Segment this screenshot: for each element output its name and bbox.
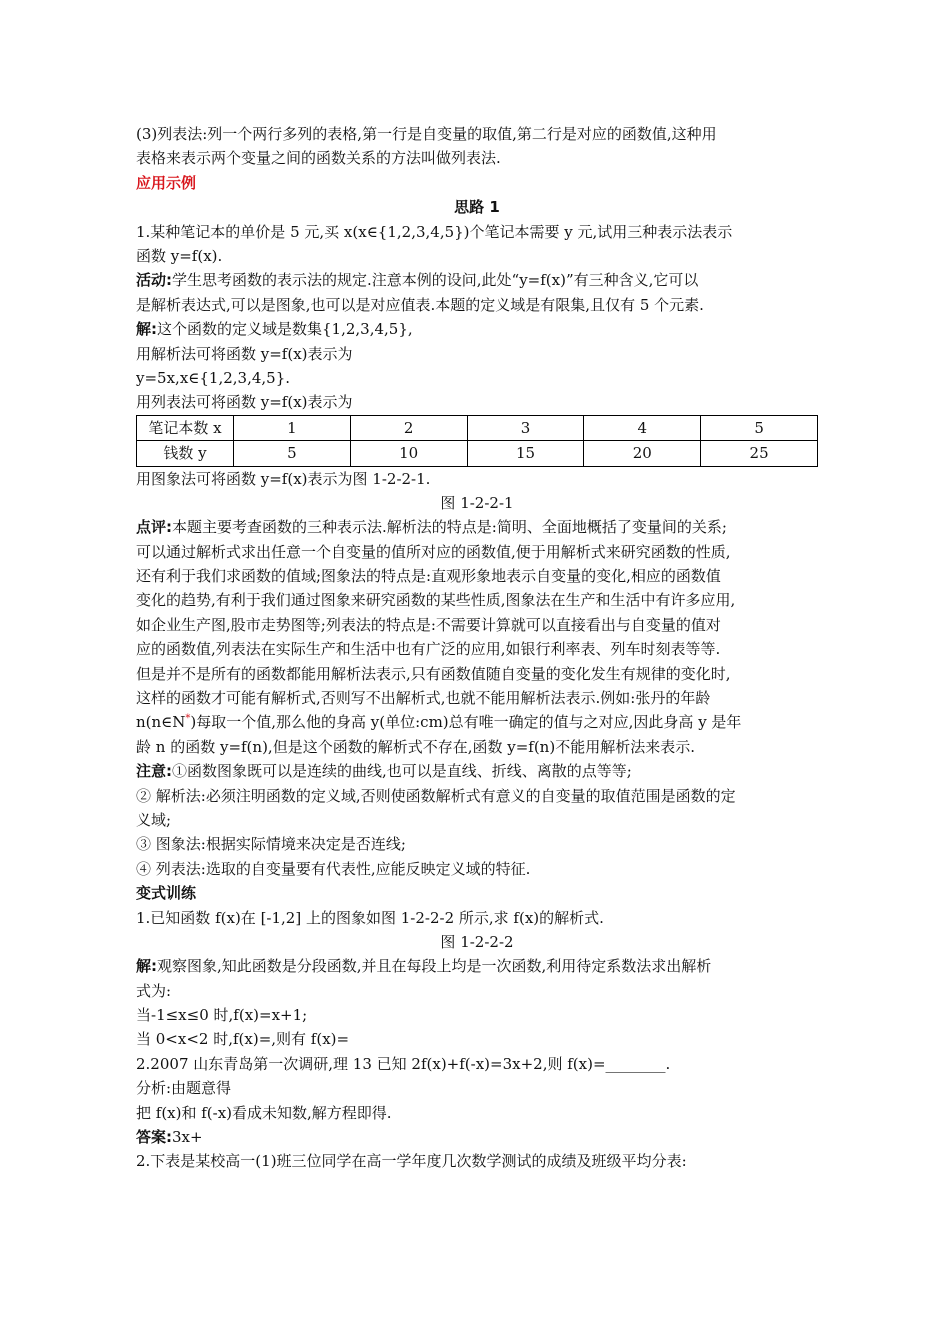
table-cell: 5 [234,441,351,466]
answer-label: 答案: [136,1128,172,1147]
review-line-10: 龄 n 的函数 y=f(n),但是这个函数的解析式不存在,函数 y=f(n)不能用解析法来表示. [136,737,695,756]
activity-label: 活动: [136,271,172,290]
review-line-4: 变化的趋势,有利于我们通过图象来研究函数的某些性质,图象法在生产和生活中有许多应用, [136,591,736,610]
analysis-line-1: 分析:由题意得 [136,1079,232,1098]
practice-question-2: 2.2007 山东青岛第一次调研,理 13 已知 2f(x)+f(-x)=3x+2,则 f(x)=________. [136,1054,671,1073]
note-line-1 [136,759,818,783]
superscript-star: * [185,713,191,725]
activity-line-1 [136,268,818,292]
note-text-1: ①函数图象既可以是连续的曲线,也可以是直线、折线、离散的点等等; [172,762,632,781]
activity-text-1: 学生思考函数的表示法的规定.注意本例的设问,此处“y=f(x)”有三种含义,它可以 [172,271,699,290]
table-cell: 钱数 y [137,441,234,466]
practice-question-3: 2.下表是某校高一(1)班三位同学在高一学年度几次数学测试的成绩及班级平均分表: [136,1152,687,1171]
solution-line-3: y=5x,x∈{1,2,3,4,5}. [136,368,291,387]
activity-line-2: 是解析表达式,可以是图象,也可以是对应值表.本题的定义域是有限集,且仅有 5 个元素. [136,295,704,314]
analysis-line-2: 把 f(x)和 f(-x)看成未知数,解方程即得. [136,1103,392,1122]
solution-label: 解: [136,320,157,339]
review-line-7: 但是并不是所有的函数都能用解析法表示,只有函数值随自变量的变化发生有规律的变化时, [136,664,731,683]
intro-line-2: 表格来表示两个变量之间的函数关系的方法叫做列表法. [136,149,501,168]
example1-question-line-1: 1.某种笔记本的单价是 5 元,买 x(x∈{1,2,3,4,5})个笔记本需要 y 元,试用三种表示法表示 [136,222,733,241]
table-cell: 3 [467,415,584,440]
table-row [137,415,818,440]
table-cell: 15 [467,441,584,466]
review-line-1 [136,515,818,539]
solution-text-1: 这个函数的定义域是数集{1,2,3,4,5}, [157,320,413,339]
practice-solution-line-3: 当-1≤x≤0 时,f(x)=x+1; [136,1006,308,1025]
review-line-2: 可以通过解析式求出任意一个自变量的值所对应的函数值,便于用解析式来研究函数的性质, [136,542,731,561]
table-cell: 5 [701,415,818,440]
review-line-6: 应的函数值,列表法在实际生产和生活中也有广泛的应用,如银行利率表、列车时刻表等等. [136,640,721,659]
table-cell: 10 [350,441,467,466]
solution-line-2: 用解析法可将函数 y=f(x)表示为 [136,344,353,363]
note-line-4: ③ 图象法:根据实际情境来决定是否连线; [136,835,406,854]
practice-solution-label: 解: [136,957,157,976]
answer-value: 3x+ [172,1128,203,1147]
review-line-3: 还有利于我们求函数的值域;图象法的特点是:直观形象地表示自变量的变化,相应的函数值 [136,567,721,586]
practice-question-1: 1.已知函数 f(x)在 [-1,2] 上的图象如图 1-2-2-2 所示,求 f(x)的解析式. [136,908,604,927]
subsection-title: 思路 1 [454,198,500,217]
solution-line-5: 用图象法可将函数 y=f(x)表示为图 1-2-2-1. [136,469,431,488]
note-line-3: 义域; [136,810,172,829]
practice-title: 变式训练 [136,884,197,903]
table-cell: 2 [350,415,467,440]
section-title: 应用示例 [136,173,197,192]
table-row [137,441,818,466]
intro-line-1: (3)列表法:列一个两行多列的表格,第一行是自变量的取值,第二行是对应的函数值,这种用 [136,125,717,143]
solution-line-4: 用列表法可将函数 y=f(x)表示为 [136,393,353,412]
table-cell: 25 [701,441,818,466]
table-cell: 笔记本数 x [137,415,234,440]
review-line-8: 这样的函数才可能有解析式,否则写不出解析式,也就不能用解析法表示.例如:张丹的年龄 [136,689,711,708]
solution-line-1 [136,317,818,341]
review-text-9a: n(n∈N [136,713,186,732]
figure-caption-2: 图 1-2-2-2 [440,932,514,951]
table-cell: 4 [584,415,701,440]
note-line-2: ② 解析法:必须注明函数的定义域,否则使函数解析式有意义的自变量的取值范围是函数的定 [136,786,736,805]
review-line-5: 如企业生产图,股市走势图等;列表法的特点是:不需要计算就可以直接看出与自变量的值对 [136,615,721,634]
practice-solution-text-1: 观察图象,知此函数是分段函数,并且在每段上均是一次函数,利用待定系数法求出解析 [157,957,712,976]
note-line-5: ④ 列表法:选取的自变量要有代表性,应能反映定义域的特征. [136,859,531,878]
table-cell: 20 [584,441,701,466]
review-text-9b: )每取一个值,那么他的身高 y(单位:cm)总有唯一确定的值与之对应,因此身高 y 是年 [190,713,742,732]
value-table [136,415,818,467]
practice-solution-line-1 [136,954,818,978]
review-text-1: 本题主要考查函数的三种表示法.解析法的特点是:简明、全面地概括了变量间的关系; [172,518,727,537]
review-line-9 [136,710,818,734]
note-label: 注意: [136,762,172,781]
review-label: 点评: [136,518,172,537]
table-cell: 1 [234,415,351,440]
practice-solution-line-4: 当 0<x<2 时,f(x)=,则有 f(x)= [136,1030,350,1049]
example1-question-line-2: 函数 y=f(x). [136,246,223,265]
practice-solution-line-2: 式为: [136,981,172,1000]
answer-line [136,1125,818,1149]
document-page [136,122,818,1174]
figure-caption-1: 图 1-2-2-1 [440,493,514,512]
